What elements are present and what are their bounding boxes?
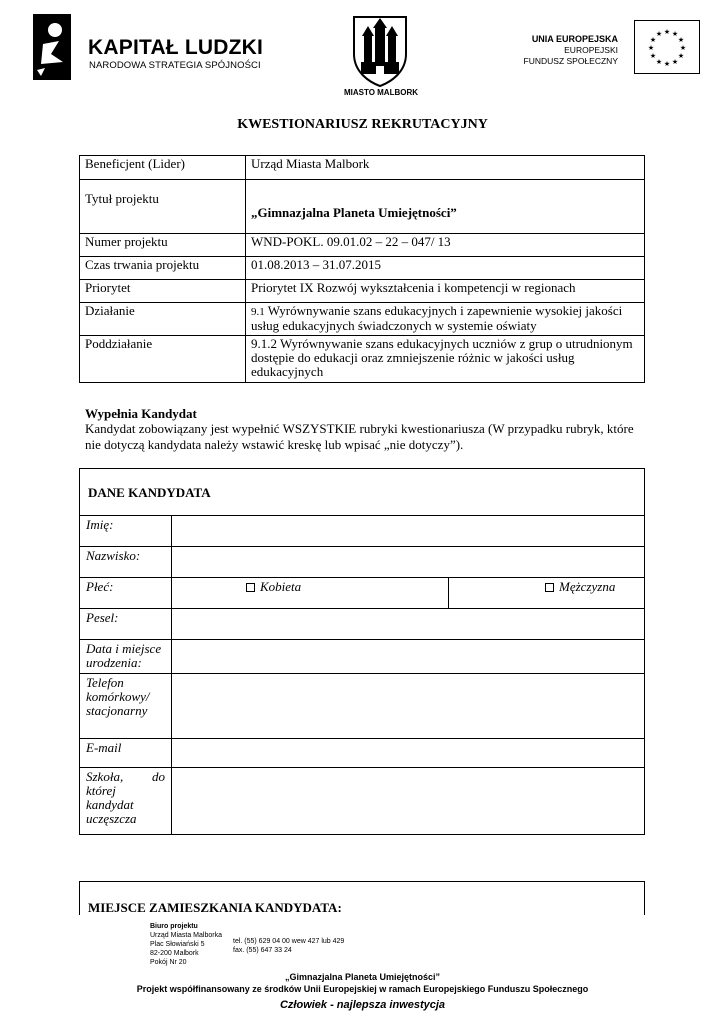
svg-text:★: ★ bbox=[663, 60, 671, 68]
data-label-line1: Data i miejsce bbox=[86, 641, 162, 656]
kobieta-checkbox[interactable] bbox=[246, 583, 255, 592]
biuro-line: Urząd Miasta Malborka bbox=[150, 932, 222, 939]
mezczyzna-checkbox[interactable] bbox=[545, 583, 554, 592]
plec-label: Płeć: bbox=[80, 578, 172, 609]
row-label: Poddziałanie bbox=[80, 336, 246, 383]
biuro-line: Plac Słowiański 5 bbox=[150, 941, 205, 948]
row-value: WND-POKL. 09.01.02 – 22 – 047/ 13 bbox=[246, 234, 645, 257]
row-value: Priorytet IX Rozwój wykształcenia i kompetencji w regionach bbox=[246, 280, 645, 303]
row-label: Czas trwania projektu bbox=[80, 257, 246, 280]
table-row bbox=[80, 257, 645, 280]
data-label-line2: urodzenia: bbox=[86, 655, 142, 670]
footer-slogan: Człowiek - najlepsza inwestycja bbox=[279, 999, 446, 1011]
data-urodzenia-field[interactable] bbox=[172, 640, 645, 674]
tel-line: tel. (55) 629 04 00 wew 427 lub 429 bbox=[233, 938, 345, 945]
szkola-label-line4: uczęszcza bbox=[86, 811, 137, 826]
svg-text:★: ★ bbox=[679, 44, 687, 52]
svg-text:★: ★ bbox=[655, 58, 663, 66]
telefon-field[interactable] bbox=[172, 674, 645, 739]
svg-text:★: ★ bbox=[647, 44, 655, 52]
svg-text:★: ★ bbox=[671, 30, 679, 38]
page-title: KWESTIONARIUSZ REKRUTACYJNY bbox=[237, 117, 488, 132]
table-row bbox=[80, 156, 645, 180]
szkola-word-1: Szkoła, bbox=[86, 769, 124, 784]
table-row bbox=[80, 280, 645, 303]
table-row bbox=[80, 640, 645, 674]
miejsce-heading: MIEJSCE ZAMIESZKANIA KANDYDATA: bbox=[88, 900, 342, 915]
row-label: Priorytet bbox=[80, 280, 246, 303]
contact-phones bbox=[233, 937, 344, 955]
table-row bbox=[80, 768, 645, 835]
nazwisko-field[interactable] bbox=[172, 547, 645, 578]
email-label: E-mail bbox=[80, 739, 172, 768]
table-row bbox=[80, 469, 645, 516]
biuro-line: 82-200 Malbork bbox=[150, 950, 199, 957]
szkola-label-line3: kandydat bbox=[86, 797, 134, 812]
svg-text:★: ★ bbox=[677, 36, 685, 44]
szkola-word-2: do bbox=[152, 769, 165, 784]
mezczyzna-label: Mężczyzna bbox=[559, 579, 616, 594]
mezczyzna-option[interactable] bbox=[449, 578, 645, 609]
footer-project-name: „Gimnazjalna Planeta Umiejętności” bbox=[284, 972, 441, 982]
row-label: Tytuł projektu bbox=[80, 180, 246, 234]
svg-text:★: ★ bbox=[663, 28, 671, 36]
telefon-label-line1: Telefon bbox=[86, 675, 124, 690]
table-row bbox=[80, 609, 645, 640]
eu-line-1: UNIA EUROPEJSKA bbox=[531, 34, 618, 44]
data-urodzenia-label bbox=[80, 640, 172, 674]
eu-line-3: FUNDUSZ SPOŁECZNY bbox=[523, 56, 618, 66]
svg-text:★: ★ bbox=[649, 52, 657, 60]
dzialanie-text: Wyrównywanie szans edukacyjnych i zapewnienie wysokiej jakości usług edukacyjnych świadczonych w systemie oświaty bbox=[251, 303, 623, 333]
imie-field[interactable] bbox=[172, 516, 645, 547]
svg-text:★: ★ bbox=[677, 52, 685, 60]
candidate-data-table bbox=[79, 468, 645, 835]
row-value: 9.1.2 Wyrównywanie szans edukacyjnych uczniów z grup o utrudnionym dostępie do edukacji oraz zmniejszenie różnic w jakości usług edukacyjnych bbox=[246, 336, 645, 383]
svg-text:★: ★ bbox=[671, 58, 679, 66]
footer-cofinance: Projekt współfinansowany ze środków Unii Europejskiej w ramach Europejskiego Funduszu Społecznego bbox=[136, 984, 589, 994]
row-value: „Gimnazjalna Planeta Umiejętności” bbox=[246, 180, 645, 234]
telefon-label-line2: komórkowy/ bbox=[86, 689, 150, 704]
crest-label: MIASTO MALBORK bbox=[343, 88, 419, 97]
svg-text:★: ★ bbox=[649, 36, 657, 44]
szkola-label-line2: której bbox=[86, 783, 116, 798]
table-row bbox=[80, 234, 645, 257]
dane-heading: DANE KANDYDATA bbox=[80, 469, 645, 516]
row-label: Działanie bbox=[80, 303, 246, 336]
miejsce-zamieszkania-section bbox=[79, 881, 645, 915]
table-row bbox=[80, 303, 645, 336]
table-row bbox=[80, 516, 645, 547]
malbork-crest-icon bbox=[351, 14, 409, 88]
eu-line-2: EUROPEJSKI bbox=[564, 45, 618, 55]
row-value bbox=[246, 303, 645, 336]
kobieta-label: Kobieta bbox=[260, 579, 302, 594]
logo-subtitle: NARODOWA STRATEGIA SPÓJNOŚCI bbox=[89, 60, 261, 71]
kapital-ludzki-logo-icon bbox=[33, 14, 71, 80]
candidate-heading: Wypełnia Kandydat bbox=[85, 406, 197, 421]
candidate-instruction: Kandydat zobowiązany jest wypełnić WSZYSTKIE rubryki kwestionariusza (W przypadku rubryk, które nie dotyczą kandydata należy wstawić kreskę lub wpisać „nie dotyczy”). bbox=[85, 421, 634, 452]
svg-text:★: ★ bbox=[655, 30, 663, 38]
logo-title: KAPITAŁ LUDZKI bbox=[88, 36, 264, 59]
table-row bbox=[80, 578, 645, 609]
eu-flag-icon bbox=[634, 20, 700, 74]
row-value: 01.08.2013 – 31.07.2015 bbox=[246, 257, 645, 280]
project-info-table bbox=[79, 155, 645, 383]
dzialanie-number: 9.1 bbox=[251, 306, 265, 318]
biuro-title: Biuro projektu bbox=[150, 923, 198, 930]
nazwisko-label: Nazwisko: bbox=[80, 547, 172, 578]
table-row bbox=[80, 336, 645, 383]
imie-label: Imię: bbox=[80, 516, 172, 547]
szkola-label-line1 bbox=[86, 770, 165, 784]
row-label: Numer projektu bbox=[80, 234, 246, 257]
biuro-line: Pokój Nr 20 bbox=[150, 959, 187, 966]
eu-label bbox=[508, 34, 618, 67]
table-row bbox=[80, 180, 645, 234]
pesel-label: Pesel: bbox=[80, 609, 172, 640]
pesel-field[interactable] bbox=[172, 609, 645, 640]
table-row bbox=[80, 547, 645, 578]
fax-line: fax. (55) 647 33 24 bbox=[233, 947, 292, 954]
telefon-label-line3: stacjonarny bbox=[86, 703, 148, 718]
email-field[interactable] bbox=[172, 739, 645, 768]
row-value: Urząd Miasta Malbork bbox=[246, 156, 645, 180]
szkola-field[interactable] bbox=[172, 768, 645, 835]
table-row bbox=[80, 739, 645, 768]
biuro-address bbox=[150, 922, 222, 967]
telefon-label bbox=[80, 674, 172, 739]
kobieta-option[interactable] bbox=[172, 578, 449, 609]
row-label: Beneficjent (Lider) bbox=[80, 156, 246, 180]
szkola-label bbox=[80, 768, 172, 835]
table-row bbox=[80, 674, 645, 739]
